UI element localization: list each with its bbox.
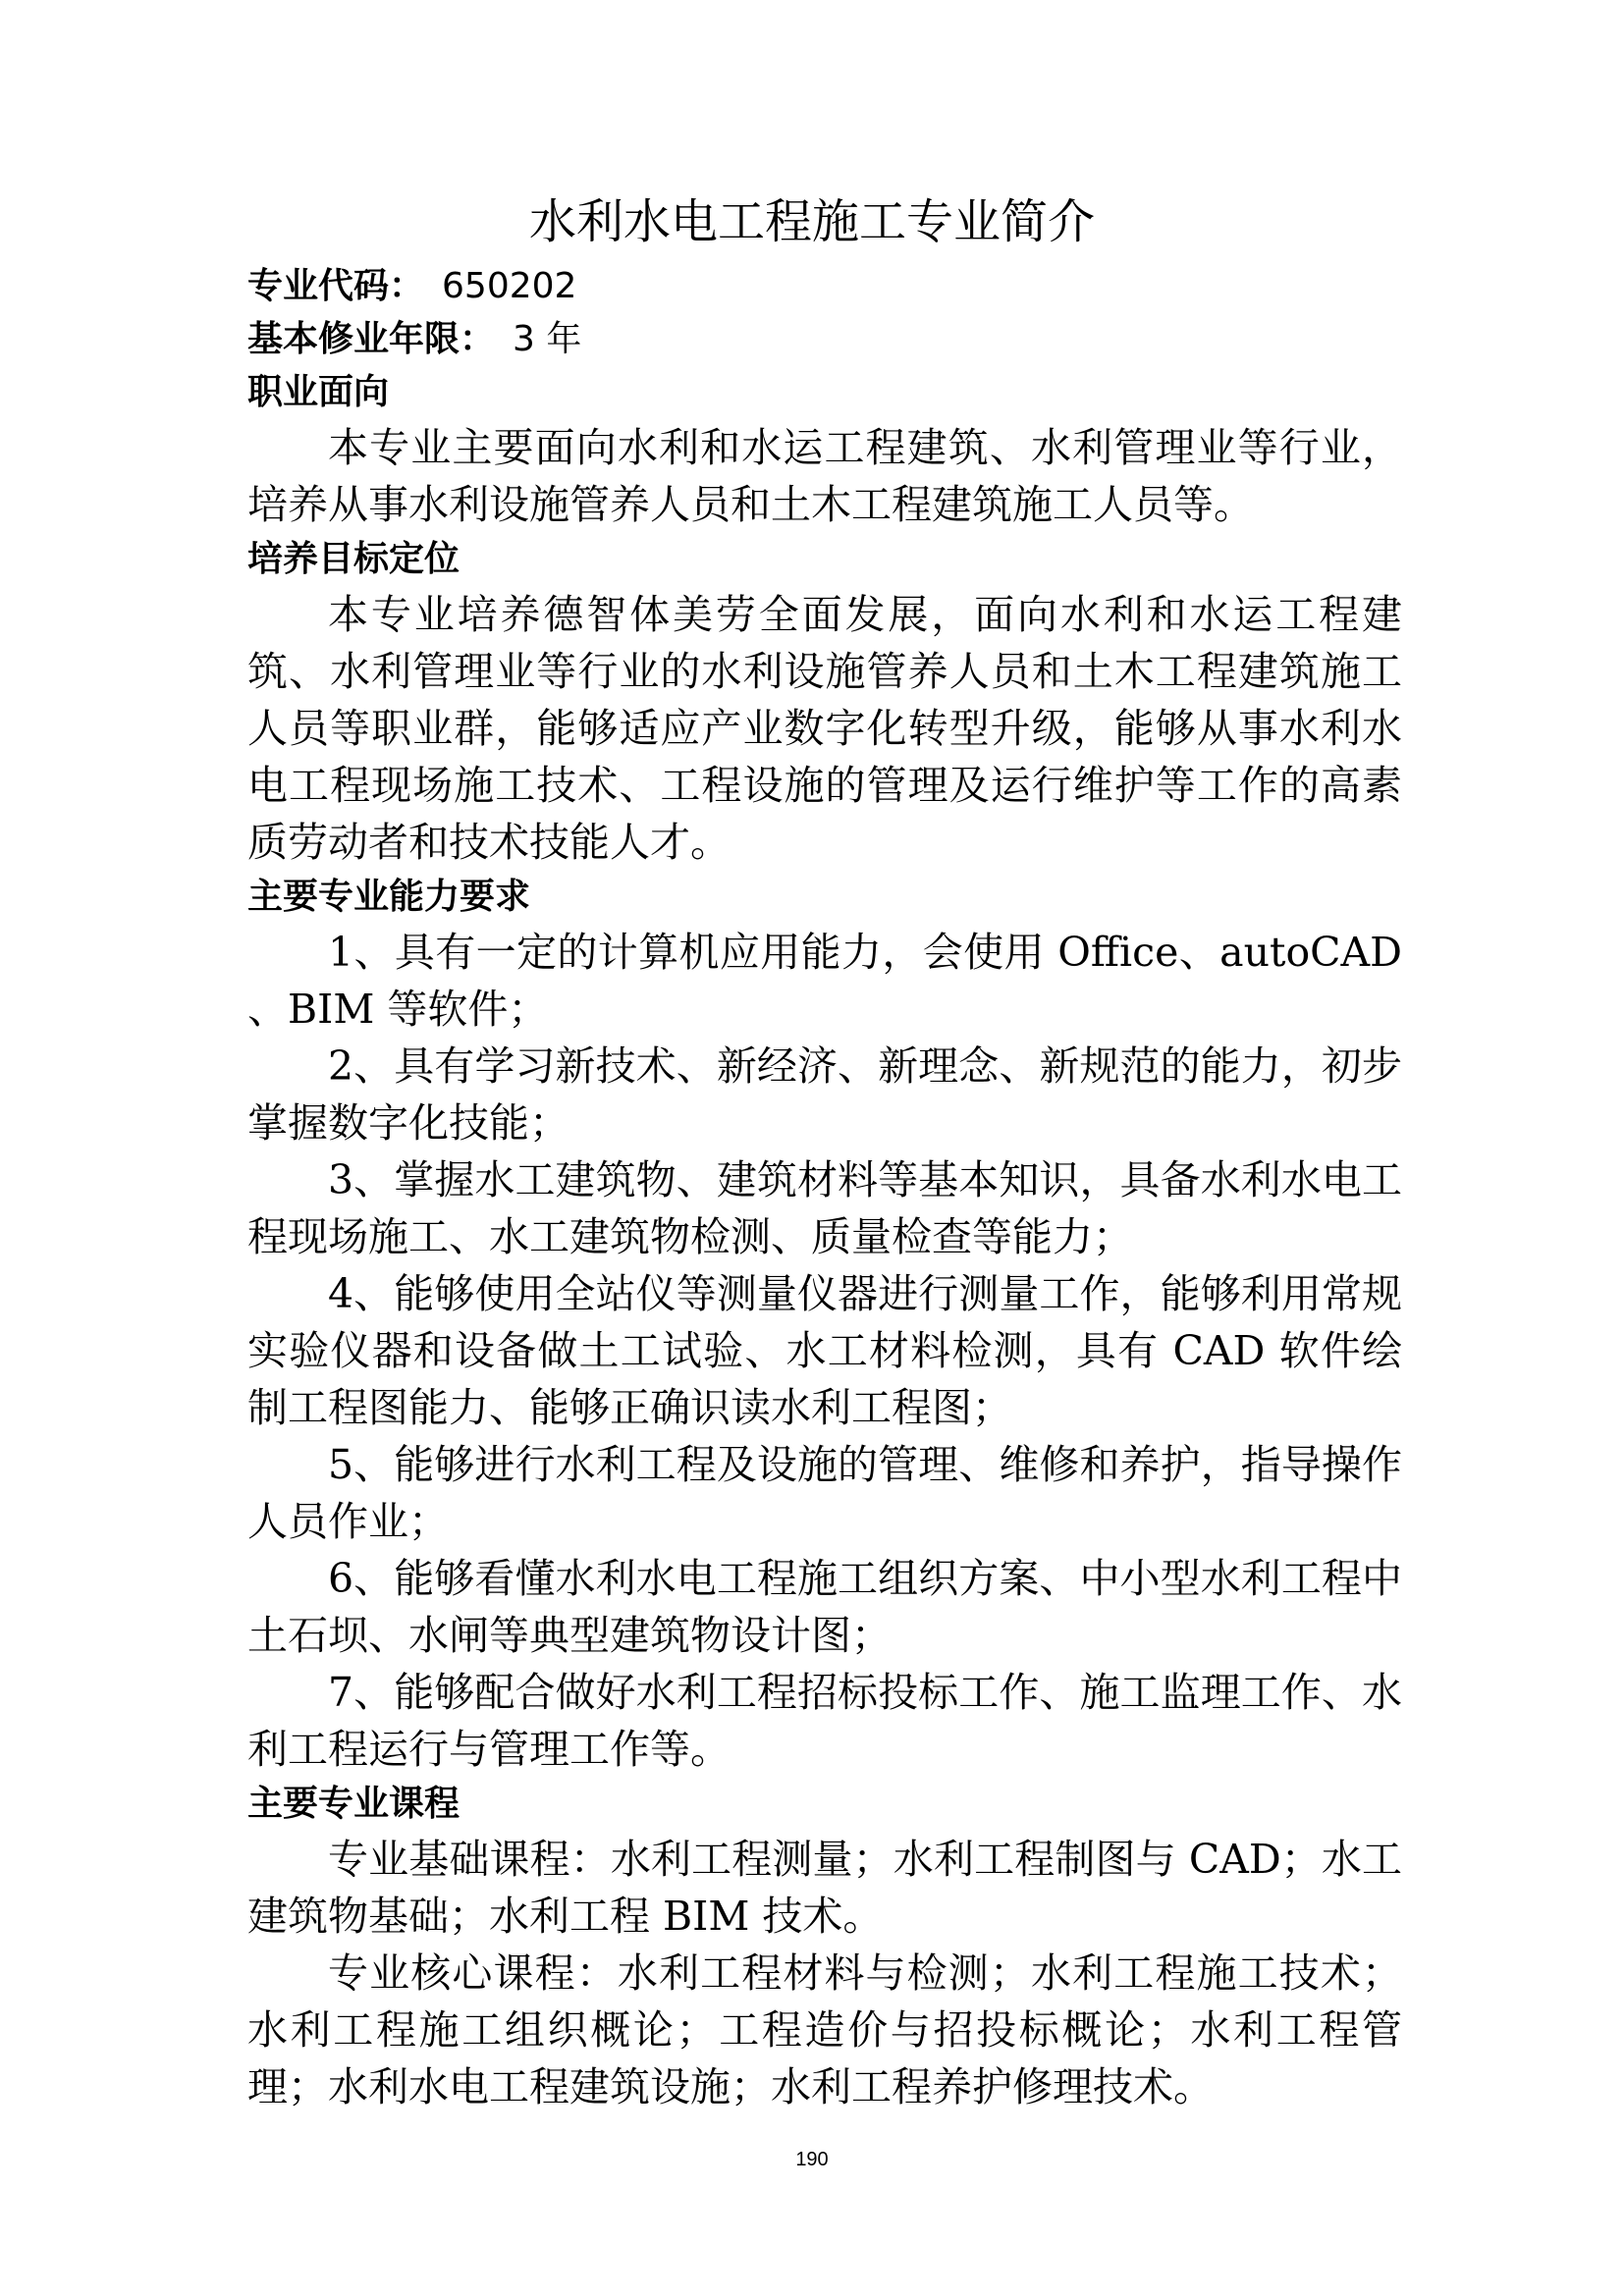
goal-paragraph: 本专业培养德智体美劳全面发展，面向水利和水运工程建筑、水利管理业等行业的水利设施管养人员和土木工程建筑施工人员等职业群，能够适应产业数字化转型升级，能够从事水利水电工程现场施工技术、工程设施的管理及运行维护等工作的高素质劳动者和技术技能人才。: [247, 591, 1402, 866]
ability-item-5: 5、能够进行水利工程及设施的管理、维修和养护，指导操作人员作业；: [247, 1441, 1402, 1545]
study-years-value: 3 年: [513, 319, 582, 359]
major-code-label: 专业代码：: [247, 266, 425, 306]
ability-item-3: 3、掌握水工建筑物、建筑材料等基本知识，具备水利水电工程现场施工、水工建筑物检测、质量检查等能力；: [247, 1156, 1402, 1260]
ability-item-7: 7、能够配合做好水利工程招标投标工作、施工监理工作、水利工程运行与管理工作等。: [247, 1669, 1402, 1773]
page-number: 190: [795, 2149, 829, 2170]
core-courses-paragraph: 专业核心课程：水利工程材料与检测；水利工程施工技术；水利工程施工组织概论；工程造价与招投标概论；水利工程管理；水利水电工程建筑设施；水利工程养护修理技术。: [247, 1949, 1402, 2110]
document-body: [247, 260, 1402, 2115]
career-paragraph: 本专业主要面向水利和水运工程建筑、水利管理业等行业，培养从事水利设施管养人员和土木工程建筑施工人员等。: [247, 424, 1402, 528]
study-years-label: 基本修业年限：: [247, 319, 496, 359]
ability-item-4: 4、能够使用全站仪等测量仪器进行测量工作，能够利用常规实验仪器和设备做土工试验、水工材料检测，具有 CAD 软件绘制工程图能力、能够正确识读水利工程图；: [247, 1270, 1402, 1431]
courses-heading: 主要专业课程: [247, 1784, 460, 1824]
major-code-value: 650202: [442, 266, 577, 306]
abilities-heading: 主要专业能力要求: [247, 877, 531, 917]
study-years-line: [247, 313, 1402, 366]
ability-item-1: 1、具有一定的计算机应用能力，会使用 Office、autoCAD 、BIM 等软件；: [247, 929, 1402, 1033]
career-heading: 职业面向: [247, 372, 390, 412]
ability-item-6: 6、能够看懂水利水电工程施工组织方案、中小型水利工程中土石坝、水闸等典型建筑物设计图；: [247, 1555, 1402, 1659]
document-title: 水利水电工程施工专业简介: [528, 194, 1095, 249]
basic-courses-paragraph: 专业基础课程：水利工程测量；水利工程制图与 CAD；水工建筑物基础；水利工程 BIM 技术。: [247, 1836, 1402, 1940]
major-code-line: [247, 260, 1402, 313]
goal-heading: 培养目标定位: [247, 539, 460, 579]
ability-item-2: 2、具有学习新技术、新经济、新理念、新规范的能力，初步掌握数字化技能；: [247, 1042, 1402, 1147]
